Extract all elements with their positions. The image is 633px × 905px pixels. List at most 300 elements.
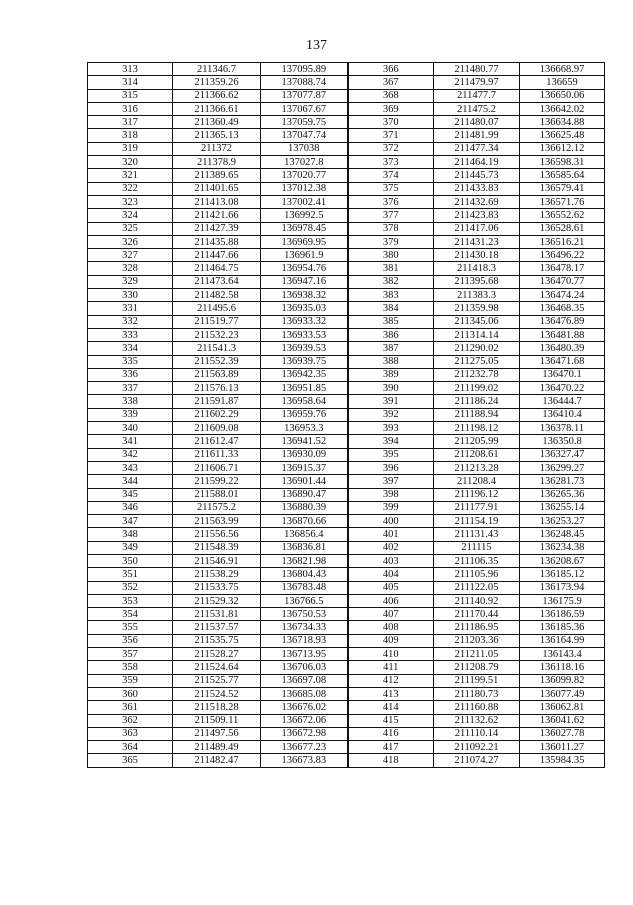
x-coordinate-cell: 211122.05 <box>434 581 520 594</box>
x-coordinate-cell: 211464.75 <box>173 262 261 275</box>
x-coordinate-cell: 211477.34 <box>434 142 520 155</box>
x-coordinate-cell: 211290.02 <box>434 342 520 355</box>
y-coordinate-cell: 136265.36 <box>520 488 605 501</box>
y-coordinate-cell: 136677.23 <box>261 741 348 754</box>
x-coordinate-cell: 211552.39 <box>173 355 261 368</box>
table-row <box>88 289 605 302</box>
point-number-cell: 316 <box>88 102 173 115</box>
point-number-cell: 340 <box>88 422 173 435</box>
point-number-cell: 418 <box>348 754 434 767</box>
point-number-cell: 404 <box>348 568 434 581</box>
point-number-cell: 355 <box>88 621 173 634</box>
point-number-cell: 352 <box>88 581 173 594</box>
y-coordinate-cell: 136942.35 <box>261 368 348 381</box>
y-coordinate-cell: 136011.27 <box>520 741 605 754</box>
point-number-cell: 401 <box>348 528 434 541</box>
table-row <box>88 475 605 488</box>
point-number-cell: 314 <box>88 76 173 89</box>
x-coordinate-cell: 211464.19 <box>434 156 520 169</box>
point-number-cell: 370 <box>348 116 434 129</box>
x-coordinate-cell: 211528.27 <box>173 648 261 661</box>
point-number-cell: 397 <box>348 475 434 488</box>
y-coordinate-cell: 136978.45 <box>261 222 348 235</box>
point-number-cell: 363 <box>88 727 173 740</box>
table-row <box>88 76 605 89</box>
point-number-cell: 400 <box>348 515 434 528</box>
point-number-cell: 383 <box>348 289 434 302</box>
table-row <box>88 687 605 700</box>
y-coordinate-cell: 136953.3 <box>261 422 348 435</box>
x-coordinate-cell: 211213.28 <box>434 461 520 474</box>
point-number-cell: 327 <box>88 249 173 262</box>
point-number-cell: 347 <box>88 515 173 528</box>
table-row <box>88 634 605 647</box>
table-row <box>88 63 605 76</box>
x-coordinate-cell: 211489.49 <box>173 741 261 754</box>
x-coordinate-cell: 211524.52 <box>173 687 261 700</box>
point-number-cell: 356 <box>88 634 173 647</box>
point-number-cell: 318 <box>88 129 173 142</box>
x-coordinate-cell: 211519.77 <box>173 315 261 328</box>
table-row <box>88 435 605 448</box>
x-coordinate-cell: 211563.99 <box>173 515 261 528</box>
y-coordinate-cell: 136958.64 <box>261 395 348 408</box>
point-number-cell: 392 <box>348 408 434 421</box>
point-number-cell: 389 <box>348 368 434 381</box>
point-number-cell: 387 <box>348 342 434 355</box>
point-number-cell: 380 <box>348 249 434 262</box>
x-coordinate-cell: 211110.14 <box>434 727 520 740</box>
point-number-cell: 411 <box>348 661 434 674</box>
table-row <box>88 182 605 195</box>
x-coordinate-cell: 211140.92 <box>434 594 520 607</box>
y-coordinate-cell: 136255.14 <box>520 501 605 514</box>
point-number-cell: 338 <box>88 395 173 408</box>
table-row <box>88 714 605 727</box>
point-number-cell: 354 <box>88 608 173 621</box>
x-coordinate-cell: 211389.65 <box>173 169 261 182</box>
y-coordinate-cell: 136186.59 <box>520 608 605 621</box>
y-coordinate-cell: 136718.93 <box>261 634 348 647</box>
point-number-cell: 376 <box>348 195 434 208</box>
y-coordinate-cell: 136234.38 <box>520 541 605 554</box>
x-coordinate-cell: 211602.29 <box>173 408 261 421</box>
point-number-cell: 412 <box>348 674 434 687</box>
y-coordinate-cell: 137027.8 <box>261 156 348 169</box>
point-number-cell: 408 <box>348 621 434 634</box>
y-coordinate-cell: 137020.77 <box>261 169 348 182</box>
y-coordinate-cell: 136961.9 <box>261 249 348 262</box>
table-row <box>88 328 605 341</box>
table-row <box>88 581 605 594</box>
point-number-cell: 341 <box>88 435 173 448</box>
table-row <box>88 342 605 355</box>
y-coordinate-cell: 136248.45 <box>520 528 605 541</box>
y-coordinate-cell: 137002.41 <box>261 195 348 208</box>
y-coordinate-cell: 136516.21 <box>520 235 605 248</box>
x-coordinate-cell: 211198.12 <box>434 422 520 435</box>
table-row <box>88 102 605 115</box>
x-coordinate-cell: 211366.61 <box>173 102 261 115</box>
table-row <box>88 648 605 661</box>
table-row <box>88 661 605 674</box>
x-coordinate-cell: 211131.43 <box>434 528 520 541</box>
x-coordinate-cell: 211115 <box>434 541 520 554</box>
point-number-cell: 313 <box>88 63 173 76</box>
table-row <box>88 594 605 607</box>
x-coordinate-cell: 211180.73 <box>434 687 520 700</box>
point-number-cell: 378 <box>348 222 434 235</box>
y-coordinate-cell: 136471.68 <box>520 355 605 368</box>
point-number-cell: 332 <box>88 315 173 328</box>
y-coordinate-cell: 136350.8 <box>520 435 605 448</box>
point-number-cell: 331 <box>88 302 173 315</box>
x-coordinate-cell: 211421.66 <box>173 209 261 222</box>
y-coordinate-cell: 136612.12 <box>520 142 605 155</box>
y-coordinate-cell: 136992.5 <box>261 209 348 222</box>
table-row <box>88 209 605 222</box>
x-coordinate-cell: 211417.06 <box>434 222 520 235</box>
x-coordinate-cell: 211395.68 <box>434 275 520 288</box>
y-coordinate-cell: 136468.35 <box>520 302 605 315</box>
y-coordinate-cell: 136598.31 <box>520 156 605 169</box>
y-coordinate-cell: 136444.7 <box>520 395 605 408</box>
point-number-cell: 364 <box>88 741 173 754</box>
y-coordinate-cell: 136750.53 <box>261 608 348 621</box>
y-coordinate-cell: 136585.64 <box>520 169 605 182</box>
y-coordinate-cell: 136938.32 <box>261 289 348 302</box>
table-row <box>88 448 605 461</box>
point-number-cell: 382 <box>348 275 434 288</box>
y-coordinate-cell: 136470.77 <box>520 275 605 288</box>
y-coordinate-cell: 136959.76 <box>261 408 348 421</box>
x-coordinate-cell: 211481.99 <box>434 129 520 142</box>
x-coordinate-cell: 211546.91 <box>173 554 261 567</box>
x-coordinate-cell: 211591.87 <box>173 395 261 408</box>
point-number-cell: 358 <box>88 661 173 674</box>
x-coordinate-cell: 211509.11 <box>173 714 261 727</box>
y-coordinate-cell: 136856.4 <box>261 528 348 541</box>
y-coordinate-cell: 136870.66 <box>261 515 348 528</box>
x-coordinate-cell: 211447.66 <box>173 249 261 262</box>
point-number-cell: 333 <box>88 328 173 341</box>
y-coordinate-cell: 136954.76 <box>261 262 348 275</box>
y-coordinate-cell: 136378.11 <box>520 422 605 435</box>
x-coordinate-cell: 211541.3 <box>173 342 261 355</box>
table-row <box>88 315 605 328</box>
table-row <box>88 129 605 142</box>
y-coordinate-cell: 136185.36 <box>520 621 605 634</box>
point-number-cell: 407 <box>348 608 434 621</box>
table-row <box>88 395 605 408</box>
table-row <box>88 608 605 621</box>
x-coordinate-cell: 211132.62 <box>434 714 520 727</box>
x-coordinate-cell: 211563.89 <box>173 368 261 381</box>
point-number-cell: 403 <box>348 554 434 567</box>
x-coordinate-cell: 211432.69 <box>434 195 520 208</box>
y-coordinate-cell: 136685.08 <box>261 687 348 700</box>
x-coordinate-cell: 211611.33 <box>173 448 261 461</box>
y-coordinate-cell: 136821.98 <box>261 554 348 567</box>
x-coordinate-cell: 211188.94 <box>434 408 520 421</box>
point-number-cell: 336 <box>88 368 173 381</box>
x-coordinate-cell: 211538.29 <box>173 568 261 581</box>
table-row <box>88 156 605 169</box>
y-coordinate-cell: 136476.89 <box>520 315 605 328</box>
table-row <box>88 302 605 315</box>
x-coordinate-cell: 211372 <box>173 142 261 155</box>
point-number-cell: 339 <box>88 408 173 421</box>
x-coordinate-cell: 211445.73 <box>434 169 520 182</box>
x-coordinate-cell: 211480.77 <box>434 63 520 76</box>
y-coordinate-cell: 136939.53 <box>261 342 348 355</box>
table-row <box>88 169 605 182</box>
x-coordinate-cell: 211275.05 <box>434 355 520 368</box>
point-number-cell: 325 <box>88 222 173 235</box>
x-coordinate-cell: 211609.08 <box>173 422 261 435</box>
point-number-cell: 329 <box>88 275 173 288</box>
point-number-cell: 330 <box>88 289 173 302</box>
y-coordinate-cell: 136969.95 <box>261 235 348 248</box>
x-coordinate-cell: 211588.01 <box>173 488 261 501</box>
point-number-cell: 402 <box>348 541 434 554</box>
point-number-cell: 398 <box>348 488 434 501</box>
table-row <box>88 528 605 541</box>
x-coordinate-cell: 211606.71 <box>173 461 261 474</box>
x-coordinate-cell: 211537.57 <box>173 621 261 634</box>
y-coordinate-cell: 136673.83 <box>261 754 348 767</box>
table-row <box>88 116 605 129</box>
y-coordinate-cell: 136672.06 <box>261 714 348 727</box>
x-coordinate-cell: 211479.97 <box>434 76 520 89</box>
x-coordinate-cell: 211346.7 <box>173 63 261 76</box>
x-coordinate-cell: 211105.96 <box>434 568 520 581</box>
table-row <box>88 275 605 288</box>
x-coordinate-cell: 211612.47 <box>173 435 261 448</box>
point-number-cell: 406 <box>348 594 434 607</box>
point-number-cell: 409 <box>348 634 434 647</box>
table-row <box>88 621 605 634</box>
point-number-cell: 373 <box>348 156 434 169</box>
y-coordinate-cell: 136901.44 <box>261 475 348 488</box>
table-row <box>88 741 605 754</box>
point-number-cell: 413 <box>348 687 434 700</box>
x-coordinate-cell: 211556.56 <box>173 528 261 541</box>
table-row <box>88 554 605 567</box>
y-coordinate-cell: 136933.32 <box>261 315 348 328</box>
x-coordinate-cell: 211430.18 <box>434 249 520 262</box>
x-coordinate-cell: 211196.12 <box>434 488 520 501</box>
x-coordinate-cell: 211418.3 <box>434 262 520 275</box>
x-coordinate-cell: 211480.07 <box>434 116 520 129</box>
point-number-cell: 345 <box>88 488 173 501</box>
point-number-cell: 326 <box>88 235 173 248</box>
y-coordinate-cell: 136890.47 <box>261 488 348 501</box>
point-number-cell: 342 <box>88 448 173 461</box>
table-row <box>88 488 605 501</box>
x-coordinate-cell: 211427.39 <box>173 222 261 235</box>
table-row <box>88 501 605 514</box>
point-number-cell: 344 <box>88 475 173 488</box>
point-number-cell: 414 <box>348 701 434 714</box>
point-number-cell: 393 <box>348 422 434 435</box>
point-number-cell: 372 <box>348 142 434 155</box>
point-number-cell: 374 <box>348 169 434 182</box>
x-coordinate-cell: 211524.64 <box>173 661 261 674</box>
table-row <box>88 355 605 368</box>
x-coordinate-cell: 211203.36 <box>434 634 520 647</box>
point-number-cell: 416 <box>348 727 434 740</box>
point-number-cell: 386 <box>348 328 434 341</box>
y-coordinate-cell: 136470.1 <box>520 368 605 381</box>
point-number-cell: 384 <box>348 302 434 315</box>
y-coordinate-cell: 136481.88 <box>520 328 605 341</box>
x-coordinate-cell: 211314.14 <box>434 328 520 341</box>
x-coordinate-cell: 211477.7 <box>434 89 520 102</box>
y-coordinate-cell: 136783.48 <box>261 581 348 594</box>
table-row <box>88 674 605 687</box>
coordinates-table <box>87 62 605 768</box>
x-coordinate-cell: 211366.62 <box>173 89 261 102</box>
point-number-cell: 350 <box>88 554 173 567</box>
point-number-cell: 405 <box>348 581 434 594</box>
y-coordinate-cell: 137077.87 <box>261 89 348 102</box>
y-coordinate-cell: 136118.16 <box>520 661 605 674</box>
table-row <box>88 422 605 435</box>
point-number-cell: 343 <box>88 461 173 474</box>
x-coordinate-cell: 211529.32 <box>173 594 261 607</box>
y-coordinate-cell: 136062.81 <box>520 701 605 714</box>
y-coordinate-cell: 136706.03 <box>261 661 348 674</box>
table-row <box>88 249 605 262</box>
y-coordinate-cell: 136164.99 <box>520 634 605 647</box>
y-coordinate-cell: 136496.22 <box>520 249 605 262</box>
point-number-cell: 334 <box>88 342 173 355</box>
table-row <box>88 89 605 102</box>
x-coordinate-cell: 211532.23 <box>173 328 261 341</box>
x-coordinate-cell: 211535.75 <box>173 634 261 647</box>
point-number-cell: 361 <box>88 701 173 714</box>
x-coordinate-cell: 211359.98 <box>434 302 520 315</box>
point-number-cell: 394 <box>348 435 434 448</box>
y-coordinate-cell: 136625.48 <box>520 129 605 142</box>
x-coordinate-cell: 211092.21 <box>434 741 520 754</box>
point-number-cell: 395 <box>348 448 434 461</box>
x-coordinate-cell: 211160.88 <box>434 701 520 714</box>
point-number-cell: 381 <box>348 262 434 275</box>
point-number-cell: 388 <box>348 355 434 368</box>
y-coordinate-cell: 136836.81 <box>261 541 348 554</box>
y-coordinate-cell: 136935.03 <box>261 302 348 315</box>
x-coordinate-cell: 211106.35 <box>434 554 520 567</box>
table-row <box>88 754 605 767</box>
x-coordinate-cell: 211475.2 <box>434 102 520 115</box>
x-coordinate-cell: 211199.02 <box>434 382 520 395</box>
y-coordinate-cell: 137012.38 <box>261 182 348 195</box>
point-number-cell: 349 <box>88 541 173 554</box>
page-number: 137 <box>306 38 327 53</box>
y-coordinate-cell: 136579.41 <box>520 182 605 195</box>
x-coordinate-cell: 211413.08 <box>173 195 261 208</box>
y-coordinate-cell: 136804.43 <box>261 568 348 581</box>
y-coordinate-cell: 136528.61 <box>520 222 605 235</box>
y-coordinate-cell: 136173.94 <box>520 581 605 594</box>
y-coordinate-cell: 137038 <box>261 142 348 155</box>
point-number-cell: 369 <box>348 102 434 115</box>
point-number-cell: 390 <box>348 382 434 395</box>
x-coordinate-cell: 211208.79 <box>434 661 520 674</box>
y-coordinate-cell: 136951.85 <box>261 382 348 395</box>
x-coordinate-cell: 211433.83 <box>434 182 520 195</box>
table-row <box>88 408 605 421</box>
x-coordinate-cell: 211365.13 <box>173 129 261 142</box>
table-row <box>88 568 605 581</box>
table-row <box>88 541 605 554</box>
x-coordinate-cell: 211518.28 <box>173 701 261 714</box>
point-number-cell: 391 <box>348 395 434 408</box>
point-number-cell: 365 <box>88 754 173 767</box>
point-number-cell: 351 <box>88 568 173 581</box>
y-coordinate-cell: 137088.74 <box>261 76 348 89</box>
y-coordinate-cell: 136930.09 <box>261 448 348 461</box>
y-coordinate-cell: 137059.75 <box>261 116 348 129</box>
y-coordinate-cell: 136571.76 <box>520 195 605 208</box>
point-number-cell: 324 <box>88 209 173 222</box>
y-coordinate-cell: 136941.52 <box>261 435 348 448</box>
x-coordinate-cell: 211497.56 <box>173 727 261 740</box>
y-coordinate-cell: 137067.67 <box>261 102 348 115</box>
point-number-cell: 377 <box>348 209 434 222</box>
table-row <box>88 727 605 740</box>
y-coordinate-cell: 136939.75 <box>261 355 348 368</box>
y-coordinate-cell: 137047.74 <box>261 129 348 142</box>
point-number-cell: 315 <box>88 89 173 102</box>
y-coordinate-cell: 137095.89 <box>261 63 348 76</box>
point-number-cell: 371 <box>348 129 434 142</box>
y-coordinate-cell: 136676.02 <box>261 701 348 714</box>
x-coordinate-cell: 211378.9 <box>173 156 261 169</box>
y-coordinate-cell: 136478.17 <box>520 262 605 275</box>
x-coordinate-cell: 211154.19 <box>434 515 520 528</box>
table-row <box>88 368 605 381</box>
y-coordinate-cell: 136185.12 <box>520 568 605 581</box>
y-coordinate-cell: 136734.33 <box>261 621 348 634</box>
x-coordinate-cell: 211383.3 <box>434 289 520 302</box>
x-coordinate-cell: 211576.13 <box>173 382 261 395</box>
y-coordinate-cell: 136713.95 <box>261 648 348 661</box>
x-coordinate-cell: 211482.47 <box>173 754 261 767</box>
x-coordinate-cell: 211360.49 <box>173 116 261 129</box>
y-coordinate-cell: 136253.27 <box>520 515 605 528</box>
y-coordinate-cell: 136672.98 <box>261 727 348 740</box>
point-number-cell: 335 <box>88 355 173 368</box>
point-number-cell: 399 <box>348 501 434 514</box>
x-coordinate-cell: 211548.39 <box>173 541 261 554</box>
x-coordinate-cell: 211208.61 <box>434 448 520 461</box>
y-coordinate-cell: 136880.39 <box>261 501 348 514</box>
point-number-cell: 385 <box>348 315 434 328</box>
y-coordinate-cell: 135984.35 <box>520 754 605 767</box>
y-coordinate-cell: 136077.49 <box>520 687 605 700</box>
point-number-cell: 346 <box>88 501 173 514</box>
x-coordinate-cell: 211186.95 <box>434 621 520 634</box>
y-coordinate-cell: 136474.24 <box>520 289 605 302</box>
x-coordinate-cell: 211208.4 <box>434 475 520 488</box>
x-coordinate-cell: 211531.81 <box>173 608 261 621</box>
y-coordinate-cell: 136299.27 <box>520 461 605 474</box>
y-coordinate-cell: 136659 <box>520 76 605 89</box>
table-row <box>88 262 605 275</box>
